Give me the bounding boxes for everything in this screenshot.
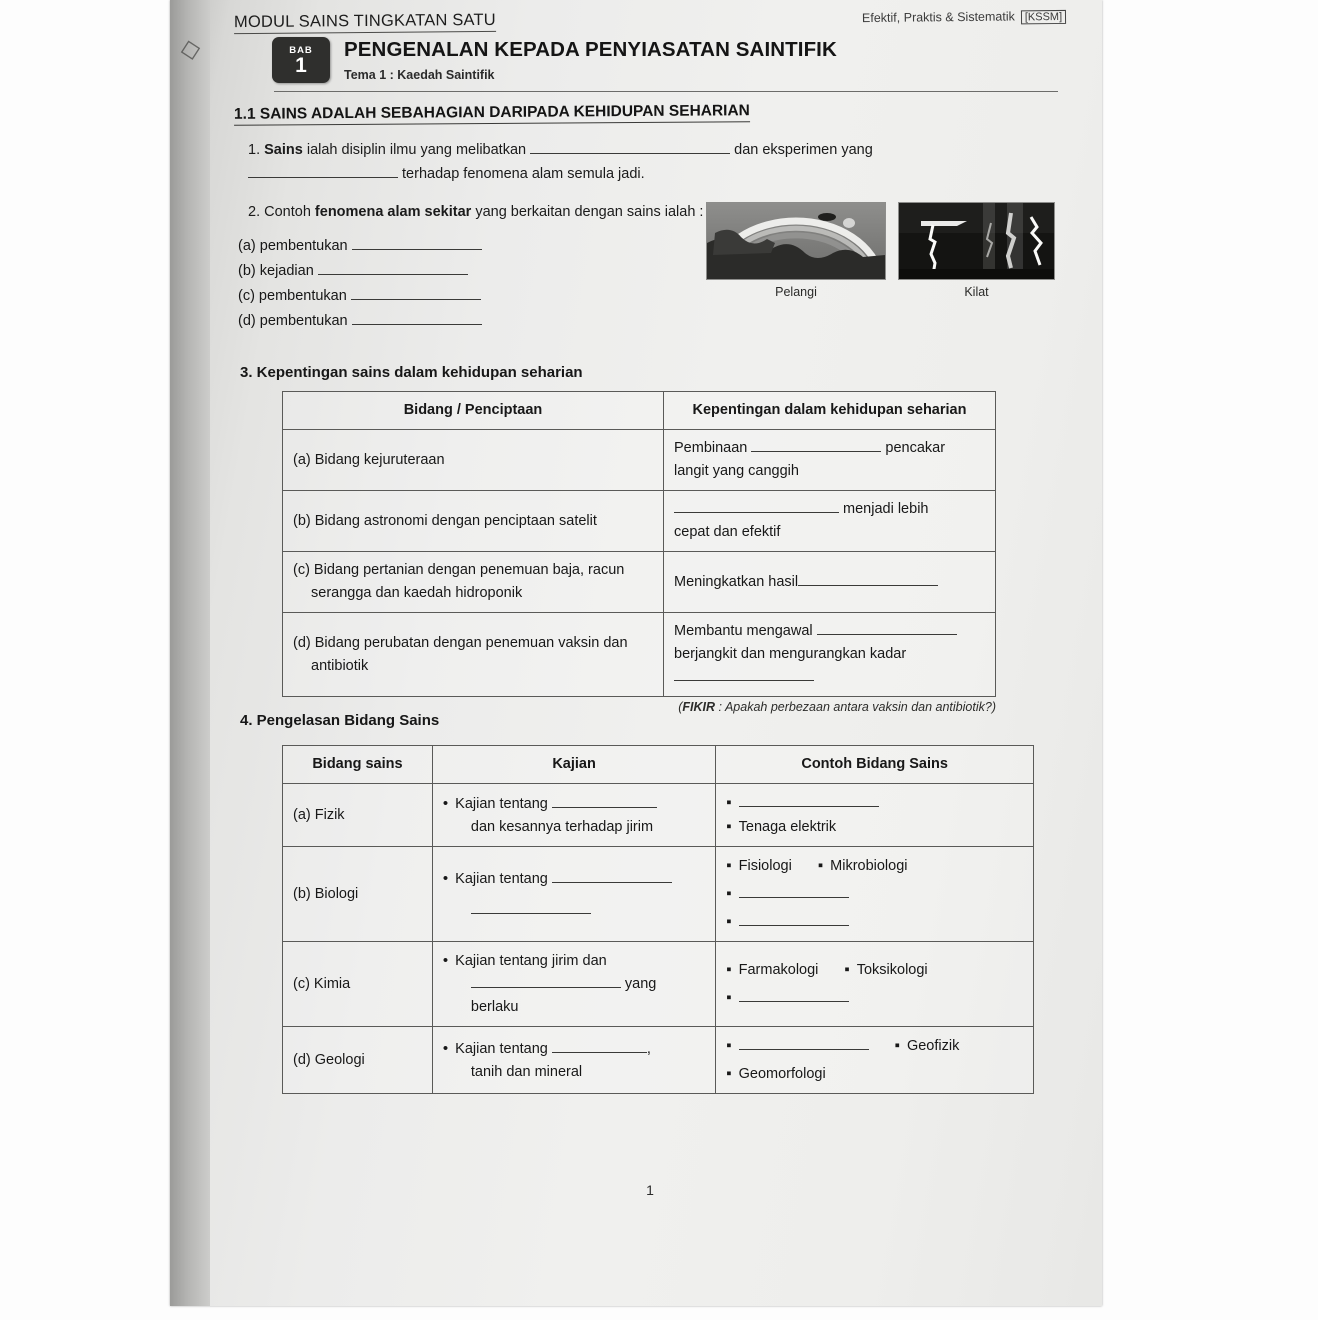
question-1-keyword: Sains xyxy=(264,142,303,158)
cell-kajian xyxy=(432,1027,715,1094)
question-2-number: 2. xyxy=(248,204,261,220)
answer-blank[interactable] xyxy=(739,911,849,926)
question-1 xyxy=(248,138,1070,186)
table-row xyxy=(283,491,996,552)
column-header-bidang-sains: Bidang sains xyxy=(283,746,433,784)
table-row xyxy=(283,784,1034,847)
bullet-item: • Kajian tentang , xyxy=(443,1037,705,1061)
answer-blank[interactable] xyxy=(530,139,730,154)
header-main-row xyxy=(272,37,1070,83)
page-number: 1 xyxy=(646,1182,654,1198)
answer-blank[interactable] xyxy=(739,792,879,807)
bullet-item xyxy=(726,986,1023,1010)
cell-kajian xyxy=(432,942,715,1027)
table-row xyxy=(283,613,996,697)
figure-caption: Pelangi xyxy=(775,285,817,299)
table-header-row xyxy=(283,392,996,430)
answer-blank[interactable] xyxy=(674,498,839,513)
paper-sheet xyxy=(198,0,1102,1306)
cell-kepentingan xyxy=(664,491,996,552)
kajian-text-pre: Kajian tentang xyxy=(455,1040,548,1057)
table-row xyxy=(283,942,1034,1027)
cell-kepentingan xyxy=(664,552,996,613)
contoh-text: ▪ Geomorfologi xyxy=(726,1062,1023,1086)
question-2-text-b: yang berkaitan dengan sains ialah : xyxy=(475,204,704,220)
question-2-keyword: fenomena alam sekitar xyxy=(314,204,472,220)
answer-blank[interactable] xyxy=(552,868,672,883)
cell-bidang: (d) Geologi xyxy=(283,1027,433,1094)
bullet-item xyxy=(443,949,705,973)
cell-text-mid: pencakar xyxy=(885,440,946,456)
page-header xyxy=(230,6,1070,102)
column-header-kepentingan: Kepentingan dalam kehidupan seharian xyxy=(664,392,996,430)
question-4-heading: 4. Pengelasan Bidang Sains xyxy=(240,712,440,729)
answer-blank[interactable] xyxy=(351,285,481,300)
table-header-row xyxy=(283,746,1034,784)
brand-tag: [KSSM] xyxy=(1021,10,1066,24)
chapter-badge xyxy=(272,37,330,83)
photographed-worksheet-page xyxy=(170,0,1102,1306)
contoh-text: ▪ Toksikologi xyxy=(844,958,927,982)
cell-bidang: (a) Fizik xyxy=(283,784,433,847)
question-3-heading: 3. Kepentingan sains dalam kehidupan seharian xyxy=(240,364,583,381)
contoh-row xyxy=(726,1034,1023,1058)
column-header-bidang: Bidang / Penciptaan xyxy=(283,392,664,430)
answer-blank-wrap xyxy=(471,899,705,922)
bullet-item xyxy=(443,867,705,891)
module-title: MODUL SAINS TINGKATAN SATU xyxy=(234,11,496,34)
kajian-text-post: tanih dan mineral xyxy=(470,1063,583,1080)
question-2-text-a: Contoh xyxy=(264,204,311,220)
kajian-text-post-wrap xyxy=(471,1061,705,1084)
cell-bidang: (d) Bidang perubatan dengan penemuan vaksin dan antibiotik xyxy=(283,613,664,697)
cell-bidang: (b) Bidang astronomi dengan penciptaan satelit xyxy=(283,491,664,552)
question-1-text-a: ialah disiplin ilmu yang melibatkan xyxy=(306,142,527,158)
kajian-text-pre: Kajian tentang xyxy=(455,870,548,887)
kajian-text-pre: Kajian tentang jirim dan xyxy=(455,953,607,969)
cell-contoh xyxy=(716,784,1034,847)
list-item xyxy=(238,309,1070,334)
answer-blank[interactable] xyxy=(798,571,938,586)
answer-blank[interactable] xyxy=(674,666,814,681)
bullet-item xyxy=(726,1034,868,1058)
bullet-item xyxy=(443,792,705,816)
theme-subtitle: Tema 1 : Kaedah Saintifik xyxy=(344,68,495,82)
figure-group xyxy=(706,202,1056,299)
contoh-row xyxy=(726,958,1023,982)
cell-bidang: (a) Bidang kejuruteraan xyxy=(283,430,664,491)
answer-blank[interactable] xyxy=(352,235,482,250)
bullet-item xyxy=(726,815,1023,839)
brand-text: Efektif, Praktis & Sistematik xyxy=(861,9,1015,26)
kajian-text-post: dan kesannya terhadap jirim xyxy=(470,818,654,835)
question-1-text-c: terhadap fenomena alam semula jadi. xyxy=(402,166,645,182)
answer-blank[interactable] xyxy=(739,1035,869,1050)
chapter-badge-number: 1 xyxy=(295,53,307,77)
answer-blank[interactable] xyxy=(751,437,881,452)
kajian-text-mid: yang xyxy=(624,976,657,992)
kajian-text-post-wrap xyxy=(471,816,705,839)
answer-blank[interactable] xyxy=(817,620,957,635)
cell-bidang: (c) Bidang pertanian dengan penemuan baja, racun serangga dan kaedah hidroponik xyxy=(283,552,664,613)
rainbow-photo xyxy=(706,202,886,280)
cell-bidang: (b) Biologi xyxy=(283,847,433,942)
answer-blank[interactable] xyxy=(352,310,482,325)
bullet-item xyxy=(726,791,1023,815)
page-title: PENGENALAN KEPADA PENYIASATAN SAINTIFIK xyxy=(344,38,837,61)
table-row xyxy=(283,430,996,491)
option-label: (c) pembentukan xyxy=(238,288,347,304)
column-header-kajian: Kajian xyxy=(432,746,715,784)
contoh-text: ▪ Mikrobiologi xyxy=(818,854,908,878)
cell-kepentingan xyxy=(664,613,996,697)
column-header-contoh: Contoh Bidang Sains xyxy=(716,746,1034,784)
table-row xyxy=(283,847,1034,942)
bullet-item xyxy=(726,882,1023,906)
answer-blank[interactable] xyxy=(739,883,849,898)
cell-text-mid: menjadi lebih xyxy=(843,501,929,517)
kajian-text-mid-wrap xyxy=(471,973,705,996)
option-label: (d) pembentukan xyxy=(238,313,348,329)
cell-text-pre: Pembinaan xyxy=(674,440,748,456)
option-label: (b) kejadian xyxy=(238,263,314,279)
table-row xyxy=(283,1027,1034,1094)
kepentingan-sains-table xyxy=(282,391,996,697)
bullet-item xyxy=(726,910,1023,934)
cell-contoh xyxy=(716,847,1034,942)
cell-kepentingan xyxy=(664,430,996,491)
kajian-text-post-wrap xyxy=(471,996,705,1019)
answer-blank[interactable] xyxy=(552,1038,647,1053)
cell-kajian xyxy=(432,784,715,847)
cell-text-post: berjangkit dan mengurangkan kadar xyxy=(674,646,907,662)
question-1-text-b: dan eksperimen yang xyxy=(734,142,873,158)
kajian-text-pre: Kajian tentang xyxy=(455,795,548,812)
cell-text-pre: Membantu mengawal xyxy=(674,623,813,639)
brand-line xyxy=(862,9,1066,25)
header-top-row xyxy=(230,6,1070,33)
contoh-text: ▪ Fisiologi xyxy=(726,854,792,878)
chapter-badge-label: BAB xyxy=(289,44,313,56)
answer-blank[interactable] xyxy=(552,793,657,808)
lightning-photo xyxy=(898,202,1055,280)
fikir-label: FIKIR xyxy=(682,700,715,714)
cell-text-pre: Meningkatkan hasil xyxy=(674,573,799,590)
cell-text-post: langit yang canggih xyxy=(674,463,799,479)
answer-blank[interactable] xyxy=(471,973,621,988)
answer-blank[interactable] xyxy=(248,163,398,178)
figure-caption: Kilat xyxy=(964,285,989,299)
spine-scribble-mark: ◇ xyxy=(177,31,203,65)
header-divider xyxy=(274,91,1058,92)
contoh-text: Tenaga elektrik xyxy=(738,819,837,835)
pengelasan-bidang-sains-table xyxy=(282,745,1034,1094)
chapter-title-block xyxy=(344,37,837,82)
kajian-text-post: berlaku xyxy=(470,999,519,1015)
contoh-text: ▪ Farmakologi xyxy=(726,958,818,982)
table-row xyxy=(283,552,996,613)
question-1-number: 1. xyxy=(248,142,261,158)
figure-kilat xyxy=(898,202,1055,299)
cell-contoh xyxy=(716,942,1034,1027)
cell-bidang: (c) Kimia xyxy=(283,942,433,1027)
fikir-text: : Apakah perbezaan antara vaksin dan antibiotik? xyxy=(718,700,992,714)
contoh-row xyxy=(726,854,1023,878)
answer-blank[interactable] xyxy=(318,260,468,275)
cell-kajian xyxy=(432,847,715,942)
section-heading: 1.1 SAINS ADALAH SEBAHAGIAN DARIPADA KEHIDUPAN SEHARIAN xyxy=(234,102,750,126)
contoh-text: ▪ Geofizik xyxy=(895,1034,960,1058)
answer-blank[interactable] xyxy=(471,899,591,914)
worksheet-content xyxy=(230,6,1070,1246)
cell-contoh xyxy=(716,1027,1034,1094)
answer-blank[interactable] xyxy=(739,987,849,1002)
option-label: (a) pembentukan xyxy=(238,238,348,254)
cell-text-post: cepat dan efektif xyxy=(674,524,781,540)
figure-pelangi xyxy=(706,202,886,299)
fikir-note: (FIKIR : Apakah perbezaan antara vaksin dan antibiotik?) xyxy=(678,700,996,714)
